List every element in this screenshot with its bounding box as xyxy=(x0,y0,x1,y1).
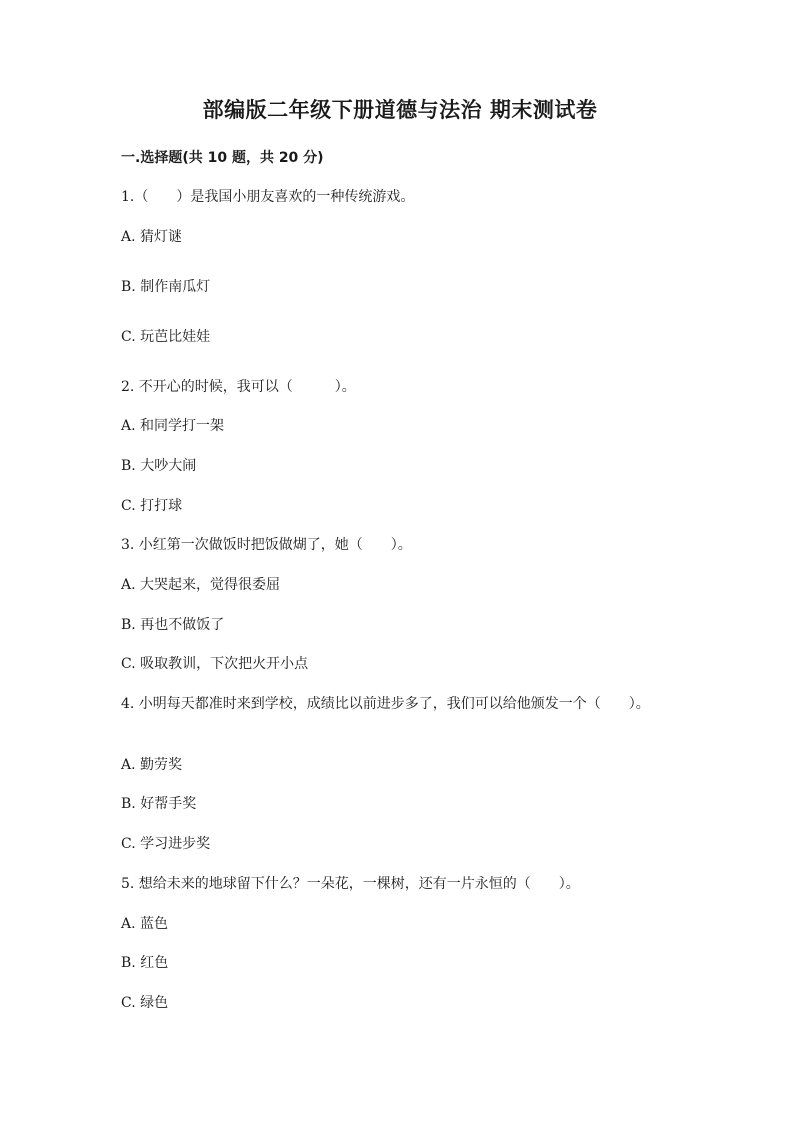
page-title: 部编版二年级下册道德与法治 期末测试卷 xyxy=(202,98,598,122)
question-stem: 1.（ ）是我国小朋友喜欢的一种传统游戏。 xyxy=(121,189,415,205)
question-stem: 4. 小明每天都准时来到学校，成绩比以前进步多了，我们可以给他颁发一个（ ）。 xyxy=(121,696,650,712)
question-stem: 3. 小红第一次做饭时把饭做煳了，她（ ）。 xyxy=(121,537,412,553)
option-a: A. 大哭起来，觉得很委屈 xyxy=(121,577,281,593)
option-a: A. 猜灯谜 xyxy=(121,229,183,245)
option-b: B. 再也不做饭了 xyxy=(121,617,225,633)
option-a: A. 和同学打一架 xyxy=(121,418,225,434)
question-stem: 2. 不开心的时候，我可以（ ）。 xyxy=(121,379,356,395)
option-c: C. 吸取教训，下次把火开小点 xyxy=(121,656,309,672)
option-a: A. 勤劳奖 xyxy=(121,757,183,773)
option-b: B. 好帮手奖 xyxy=(121,796,197,812)
section-heading: 一.选择题(共 10 题，共 20 分) xyxy=(121,150,324,166)
option-b: B. 大吵大闹 xyxy=(121,458,197,474)
option-c: C. 打打球 xyxy=(121,498,183,514)
option-c: C. 玩芭比娃娃 xyxy=(121,329,211,345)
option-b: B. 红色 xyxy=(121,955,169,971)
option-c: C. 绿色 xyxy=(121,995,169,1011)
option-a: A. 蓝色 xyxy=(121,916,169,932)
question-stem: 5. 想给未来的地球留下什么？一朵花，一棵树，还有一片永恒的（ ）。 xyxy=(121,876,580,892)
option-c: C. 学习进步奖 xyxy=(121,836,211,852)
option-b: B. 制作南瓜灯 xyxy=(121,279,211,295)
